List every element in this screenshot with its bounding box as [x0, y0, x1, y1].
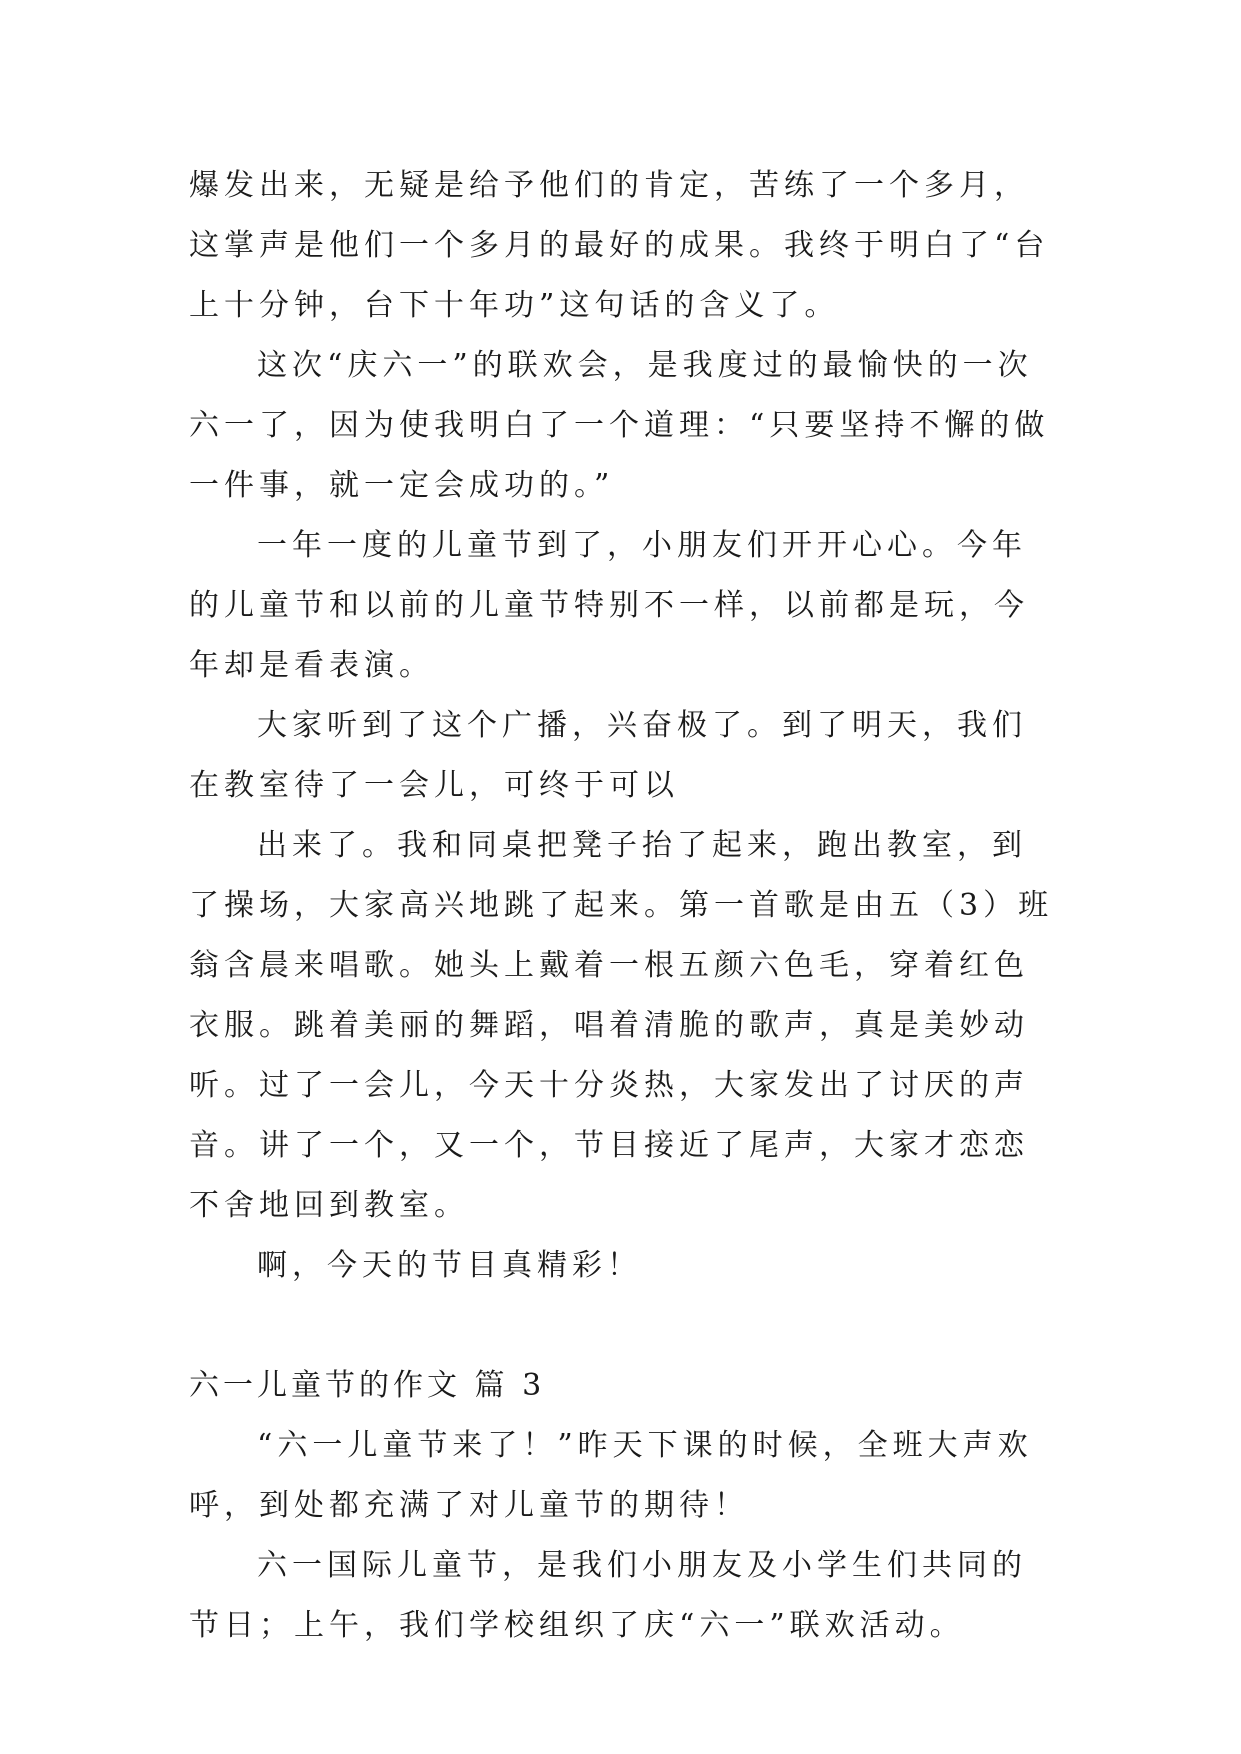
paragraph: 大家听到了这个广播，兴奋极了。到了明天，我们在教室待了一会儿，可终于可以 — [189, 708, 1027, 803]
essay-body — [189, 156, 1059, 1656]
paragraph-continuation: 爆发出来，无疑是给予他们的肯定，苦练了一个多月，这掌声是他们一个多月的最好的成果。我终于明白了“台上十分钟，台下十年功”这句话的含义了。 — [189, 168, 1050, 323]
paragraph: “六一儿童节来了！”昨天下课的时候，全班大声欢呼，到处都充满了对儿童节的期待！ — [189, 1428, 1033, 1523]
paragraph: 啊，今天的节目真精彩！ — [257, 1248, 642, 1283]
paragraph: 六一国际儿童节，是我们小朋友及小学生们共同的节日；上午，我们学校组织了庆“六一”联欢活动。 — [189, 1548, 1027, 1643]
paragraph: 这次“庆六一”的联欢会，是我度过的最愉快的一次六一了，因为使我明白了一个道理：“只要坚持不懈的做一件事，就一定会成功的。” — [189, 348, 1050, 503]
paragraph: 一年一度的儿童节到了，小朋友们开开心心。今年的儿童节和以前的儿童节特别不一样，以前都是玩，今年却是看表演。 — [189, 528, 1029, 683]
paragraph: 出来了。我和同桌把凳子抬了起来，跑出教室，到了操场，大家高兴地跳了起来。第一首歌是由五（3）班翁含晨来唱歌。她头上戴着一根五颜六色毛，穿着红色衣服。跳着美丽的舞蹈，唱着清脆的歌声，真是美妙动听。过了一会儿，今天十分炎热，大家发出了讨厌的声音。讲了一个，又一个，节目接近了尾声，大家才恋恋不舍地回到教室。 — [189, 828, 1054, 1223]
section-heading: 六一儿童节的作文 篇 3 — [189, 1368, 546, 1403]
